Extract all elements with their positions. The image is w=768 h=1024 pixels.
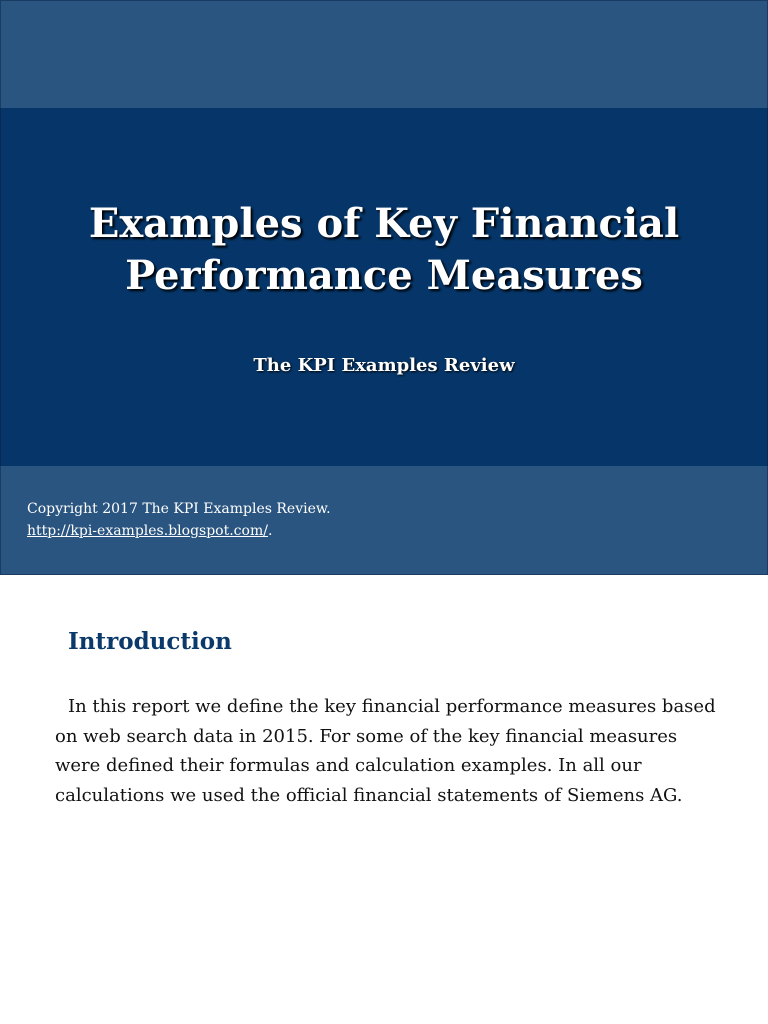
document-subtitle: The KPI Examples Review: [253, 355, 515, 376]
document-title-line-1: Examples of Key Financial: [88, 200, 680, 247]
copyright-text: Copyright 2017 The KPI Examples Review.: [27, 501, 331, 517]
introduction-heading: Introduction: [68, 628, 232, 655]
blog-link[interactable]: http://kpi-examples.blogspot.com/: [27, 523, 268, 539]
link-period: .: [267, 523, 273, 539]
copyright-link-line: [27, 520, 331, 542]
introduction-paragraph: In this report we define the key financial performance measures based on web search data in 2015. For some of the key financial measures were defined their formulas and calculation examples. In all our calculations we used the official financial statements of Siemens AG.: [55, 696, 716, 806]
copyright-block: [27, 498, 331, 542]
document-title: [0, 198, 768, 302]
document-title-line-2: Performance Measures: [125, 252, 643, 299]
cover-top-band: [0, 0, 768, 108]
